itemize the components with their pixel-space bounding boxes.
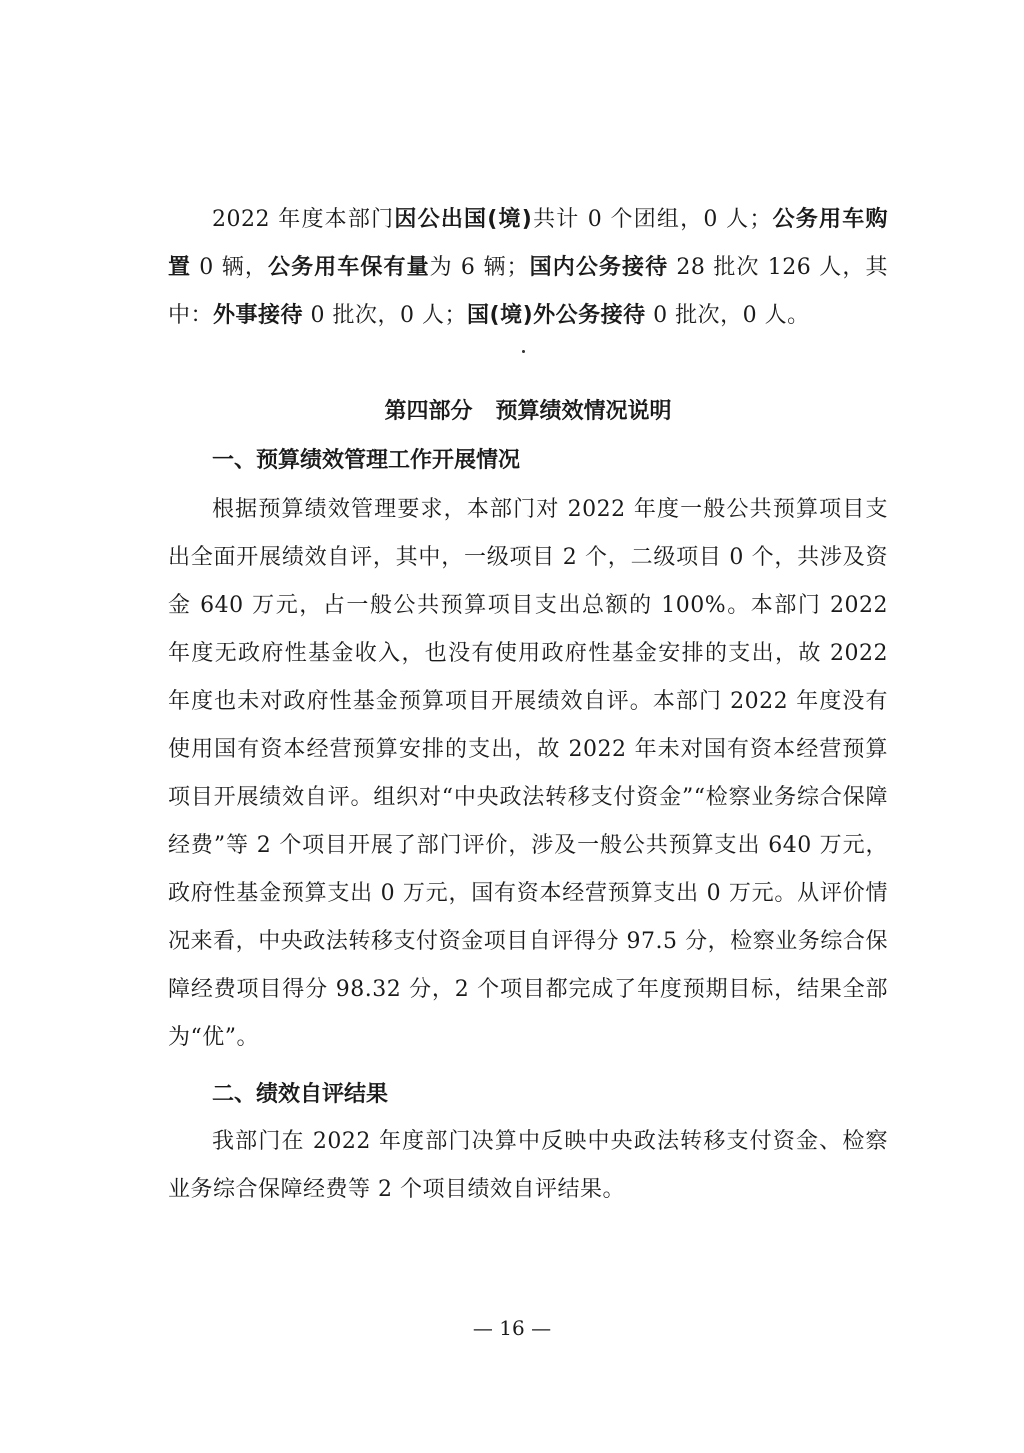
intro-text-4: 为 6 辆；: [429, 255, 530, 280]
intro-text-7: 0 批次，0 人。: [645, 303, 810, 328]
intro-text-6: 0 批次，0 人；: [303, 303, 468, 328]
intro-text-2: 共计 0 个团组，0 人；: [532, 207, 772, 232]
stray-dot: [522, 350, 525, 353]
intro-bold-2: 公务用车购置: [168, 207, 888, 280]
section2-body: 我部门在 2022 年度部门决算中反映中央政法转移支付资金、检察业务综合保障经费等 2 个项目绩效自评结果。: [168, 1129, 888, 1202]
intro-bold-4: 国内公务接待: [529, 255, 669, 280]
intro-bold-6: 国(境)外公务接待: [467, 303, 646, 328]
intro-text-3: 0 辆，: [191, 255, 268, 280]
section1-body: 根据预算绩效管理要求，本部门对 2022 年度一般公共预算项目支出全面开展绩效自评，其中，一级项目 2 个，二级项目 0 个，共涉及资金 640 万元，占一般公共预算项目支出总额的 100%。本部门 2022 年度无政府性基金收入，也没有使用政府性基金安排的支出，故 2022 年度也未对政府性基金预算项目开展绩效自评。本部门 2022 年度没有使用国有资本经营预算安排的支出，故 2022 年未对国有资本经营预算项目开展绩效自评。组织对“中央政法转移支付资金”“检察业务综合保障经费”等 2 个项目开展了部门评价，涉及一般公共预算支出 640 万元，政府性基金预算支出 0 万元，国有资本经营预算支出 0 万元。从评价情况来看，中央政法转移支付资金项目自评得分 97.5 分，检察业务综合保障经费项目得分 98.32 分，2 个项目都完成了年度预期目标，结果全部为“优”。: [168, 497, 888, 1050]
intro-bold-3: 公务用车保有量: [267, 255, 430, 280]
part-title: 第四部分 预算绩效情况说明: [384, 399, 672, 424]
intro-paragraph: [168, 196, 888, 340]
intro-bold-5: 外事接待: [213, 303, 304, 328]
page-number: — 16 —: [472, 1316, 552, 1340]
intro-text-1: 2022 年度本部门: [212, 207, 395, 232]
section1-heading: 一、预算绩效管理工作开展情况: [212, 448, 521, 473]
intro-text-5: 28 批次 126 人，其中：: [168, 255, 888, 328]
section2-heading: 二、绩效自评结果: [212, 1082, 389, 1107]
intro-bold-1: 因公出国(境): [394, 207, 533, 232]
